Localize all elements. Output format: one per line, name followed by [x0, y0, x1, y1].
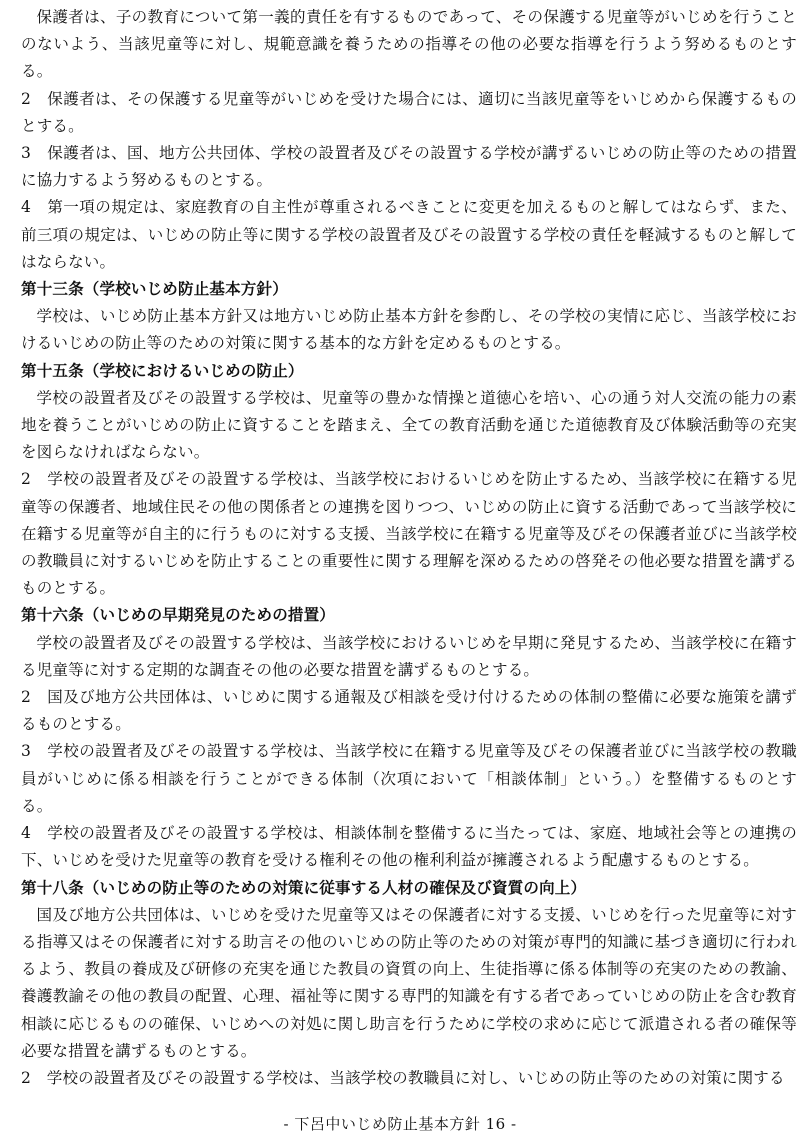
article-heading: 第十八条（いじめの防止等のための対策に従事する人材の確保及び資質の向上） [21, 878, 587, 897]
paragraph: 2 保護者は、その保護する児童等がいじめを受けた場合には、適切に当該児童等をいじめから保護するものとする。 [21, 89, 797, 135]
paragraph: 保護者は、子の教育について第一義的責任を有するものであって、その保護する児童等がいじめを行うことのないよう、当該児童等に対し、規範意識を養うための指導その他の必要な指導を行うよう努めるものとする。 [21, 8, 797, 81]
article-heading: 第十五条（学校におけるいじめの防止） [21, 361, 304, 380]
page-footer: - 下呂中いじめ防止基本方針 16 - [283, 1115, 517, 1133]
paragraph: 4 第一項の規定は、家庭教育の自主性が尊重されるべきことに変更を加えるものと解してはならず、また、前三項の規定は、いじめの防止等に関する学校の設置者及びその設置する学校の責任を軽減するものと解してはならない。 [21, 198, 797, 271]
paragraph: 学校の設置者及びその設置する学校は、児童等の豊かな情操と道徳心を培い、心の通う対人交流の能力の素地を養うことがいじめの防止に資することを踏まえ、全ての教育活動を通じた道徳教育及び体験活動等の充実を図らなければならない。 [21, 388, 797, 462]
paragraph: 2 国及び地方公共団体は、いじめに関する通報及び相談を受け付けるための体制の整備に必要な施策を講ずるものとする。 [21, 688, 797, 734]
paragraph: 4 学校の設置者及びその設置する学校は、相談体制を整備するに当たっては、家庭、地域社会等との連携の下、いじめを受けた児童等の教育を受ける権利その他の権利利益が擁護されるよう配慮するものとする。 [21, 824, 797, 870]
paragraph: 2 学校の設置者及びその設置する学校は、当該学校の教職員に対し、いじめの防止等のための対策に関する [21, 1068, 785, 1087]
paragraph: 学校は、いじめ防止基本方針又は地方いじめ防止基本方針を参酌し、その学校の実情に応じ、当該学校におけるいじめの防止等のための対策に関する基本的な方針を定めるものとする。 [21, 307, 797, 353]
paragraph: 学校の設置者及びその設置する学校は、当該学校におけるいじめを早期に発見するため、当該学校に在籍する児童等に対する定期的な調査その他の必要な措置を講ずるものとする。 [21, 633, 797, 679]
paragraph: 国及び地方公共団体は、いじめを受けた児童等又はその保護者に対する支援、いじめを行った児童等に対する指導又はその保護者に対する助言その他のいじめの防止等のための対策が専門的知識に基づき適切に行われるよう、教員の養成及び研修の充実を通じた教員の資質の向上、生徒指導に係る体制等の充実のための教諭、養護教諭その他の教員の配置、心理、福祉等に関する専門的知識を有する者であっていじめの防止を含む教育相談に応じるものの確保、いじめへの対処に関し助言を行うために学校の求めに応じて派遣される者の確保等必要な措置を講ずるものとする。 [21, 905, 797, 1060]
article-heading: 第十三条（学校いじめ防止基本方針） [21, 280, 288, 299]
paragraph: 3 保護者は、国、地方公共団体、学校の設置者及びその設置する学校が講ずるいじめの防止等のための措置に協力するよう努めるものとする。 [21, 144, 797, 190]
paragraph: 3 学校の設置者及びその設置する学校は、当該学校に在籍する児童等及びその保護者並びに当該学校の教職員がいじめに係る相談を行うことができる体制（次項において「相談体制」という。）を整備するものとする。 [21, 742, 797, 815]
paragraph: 2 学校の設置者及びその設置する学校は、当該学校におけるいじめを防止するため、当該学校に在籍する児童等の保護者、地域住民その他の関係者との連携を図りつつ、いじめの防止に資する活動であって当該学校に在籍する児童等が自主的に行うものに対する支援、当該学校に在籍する児童等及びその保護者並びに当該学校の教職員に対するいじめを防止することの重要性に関する理解を深めるための啓発その他必要な措置を講ずるものとする。 [21, 470, 797, 598]
document-body [21, 4, 797, 1092]
article-heading: 第十六条（いじめの早期発見のための措置） [21, 606, 336, 625]
